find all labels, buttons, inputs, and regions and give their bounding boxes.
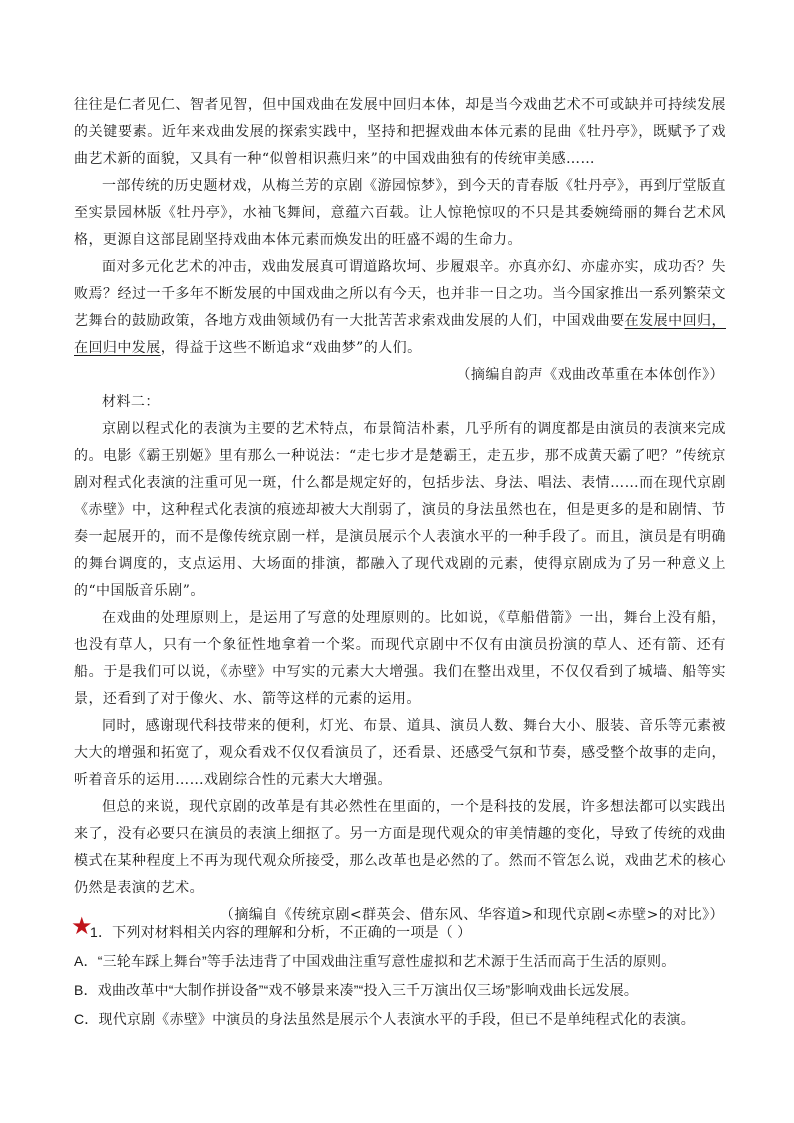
option-b[interactable]: B．戏曲改革中“大制作拼设备”“戏不够景来凑”“投入三千万演出仅三场”影响戏曲长远发展。 (74, 982, 639, 998)
material1-paragraph-3 (74, 254, 726, 362)
material2-paragraph-1: 京剧以程式化的表演为主要的艺术特点，布景简洁朴素，几乎所有的调度都是由演员的表演来完成的。电影《霸王别姬》里有那么一种说法：“走七步才是楚霸王，走五步，那不成黄天霸了吧？”传统京剧对程式化表演的注重可见一斑，什么都是规定好的，包括步法、身法、唱法、表情……而在现代京剧《赤壁》中，这种程式化表演的痕迹却被大大削弱了，演员的身法虽然也在，但是更多的是和剧情、节奏一起展开的，而不是像传统京剧一样，是演员展示个人表演水平的一种手段了。而且，演员是有明确的舞台调度的，支点运用、大场面的排演，都融入了现代戏剧的元素，使得京剧成为了另一种意义上的“中国版音乐剧”。 (74, 421, 726, 599)
material1-paragraph-3-text-b: ，得益于这些不断追求“戏曲梦”的人们。 (160, 340, 422, 356)
material2-paragraph-3: 同时，感谢现代科技带来的便利，灯光、布景、道具、演员人数、舞台大小、服装、音乐等元素被大大的增强和拓宽了，观众看戏不仅仅看演员了，还看景、还感受气氛和节奏，感受整个故事的走向，听着音乐的运用……戏剧综合性的元素大大增强。 (74, 718, 726, 788)
underlined-phrase: 在发展中回归，在回归中发展 (74, 313, 726, 356)
article-body (74, 92, 726, 929)
material2-paragraph-2: 在戏曲的处理原则上，是运用了写意的处理原则的。比如说，《草船借箭》一出，舞台上没有船，也没有草人，只有一个象征性地拿着一个桨。而现代京剧中不仅有由演员扮演的草人、还有箭、还有船。于是我们可以说，《赤壁》中写实的元素大大增强。我们在整出戏里，不仅仅看到了城墙、船等实景，还看到了对于像火、水、箭等这样的元素的运用。 (74, 610, 726, 707)
material2-heading: 材料二： (102, 394, 160, 410)
star-icon: ★ (71, 912, 93, 940)
material2-paragraph-4: 但总的来说，现代京剧的改革是有其必然性在里面的，一个是科技的发展，许多想法都可以实践出来了，没有必要只在演员的表演上细抠了。另一方面是现代观众的审美情趣的变化，导致了传统的戏曲模式在某种程度上不再为现代观众所接受，那么改革也是必然的了。然而不管怎么说，戏曲艺术的核心仍然是表演的艺术。 (74, 799, 726, 896)
material2-source: （摘编自《传统京剧<群英会、借东风、华容道>和现代京剧<赤壁>的对比》） (219, 907, 724, 923)
option-c[interactable]: C．现代京剧《赤壁》中演员的身法虽然是展示个人表演水平的手段，但已不是单纯程式化的表演。 (74, 1011, 695, 1027)
material1-paragraph-2: 一部传统的历史题材戏，从梅兰芳的京剧《游园惊梦》，到今天的青春版《牡丹亭》，再到厅堂版直至实景园林版《牡丹亭》，水袖飞舞间，意蕴六百载。让人惊艳惊叹的不只是其委婉绮丽的舞台艺术风格，更源自这部昆剧坚持戏曲本体元素而焕发出的旺盛不竭的生命力。 (74, 178, 726, 248)
material1-paragraph-3-text-a: 面对多元化艺术的冲击，戏曲发展真可谓道路坎坷、步履艰辛。亦真亦幻、亦虚亦实，成功否？失败焉？经过一千多年不断发展的中国戏曲之所以有今天，也并非一日之功。当今国家推出一系列繁荣文艺舞台的鼓励政策，各地方戏曲领域仍有一大批苦苦求索戏曲发展的人们，中国戏曲要 (74, 259, 726, 329)
material1-source: （摘编自韵声《戏曲改革重在本体创作》） (456, 367, 724, 383)
question-stem: 1．下列对材料相关内容的理解和分析，不正确的一项是（ ） (90, 924, 472, 940)
option-a[interactable]: A．“三轮车踩上舞台”等手法违背了中国戏曲注重写意性虚拟和艺术源于生活而高于生活的原则。 (74, 953, 676, 969)
material1-paragraph-1: 往往是仁者见仁、智者见智，但中国戏曲在发展中回归本体，却是当今戏曲艺术不可或缺并可持续发展的关键要素。近年来戏曲发展的探索实践中，坚持和把握戏曲本体元素的昆曲《牡丹亭》，既赋予了戏曲艺术新的面貌，又具有一种“似曾相识燕归来”的中国戏曲独有的传统审美感…… (74, 97, 726, 167)
